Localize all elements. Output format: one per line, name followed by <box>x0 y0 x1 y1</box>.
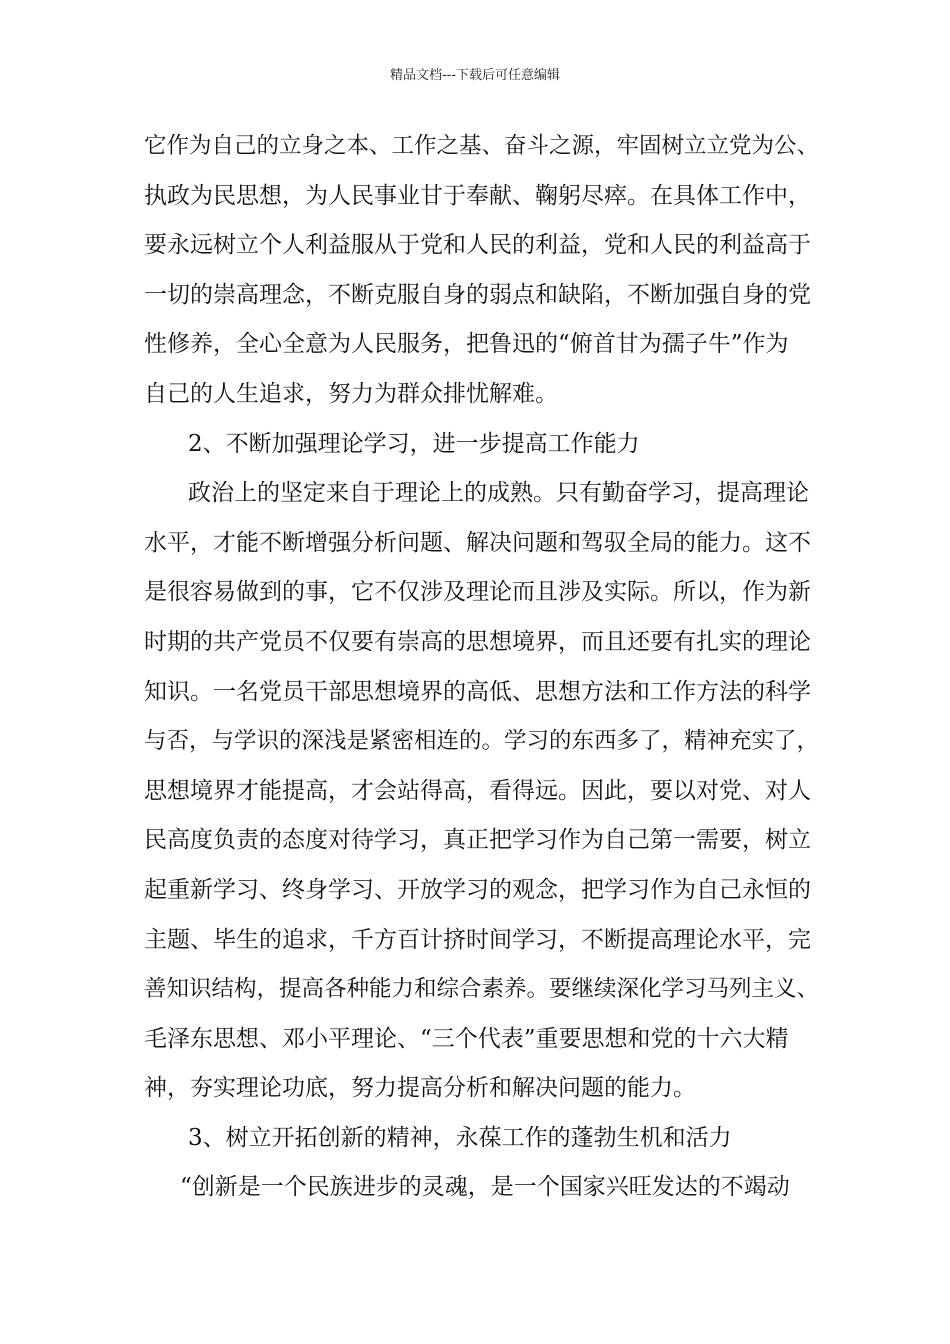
text-line: 毛泽东思想、邓小平理论、“三个代表”重要思想和党的十六大精 <box>144 1025 789 1052</box>
text-line: 它作为自己的立身之本、工作之基、奋斗之源，牢固树立立党为公、 <box>144 133 820 159</box>
page-header: 精品文档---下载后可任意编辑 <box>389 68 561 83</box>
section-heading: 3、树立开拓创新的精神，永葆工作的蓬勃生机和活力 <box>188 1124 732 1151</box>
text-line: 政治上的坚定来自于理论上的成熟。只有勤奋学习，提高理论 <box>188 480 809 507</box>
text-line: 起重新学习、终身学习、开放学习的观念，把学习作为自己永恒的 <box>144 876 811 903</box>
text-line: 是很容易做到的事，它不仅涉及理论而且涉及实际。所以，作为新 <box>144 579 811 606</box>
section-heading: 2、不断加强理论学习，进一步提高工作能力 <box>188 430 640 457</box>
text-line: 自己的人生追求，努力为群众排忧解难。 <box>144 380 558 407</box>
text-line: 神，夯实理论功底，努力提高分析和解决问题的能力。 <box>144 1075 696 1102</box>
text-line: 时期的共产党员不仅要有崇高的思想境界，而且还要有扎实的理论 <box>144 628 811 655</box>
text-line: 善知识结构，提高各种能力和综合素养。要继续深化学习马列主义、 <box>144 976 820 1003</box>
text-line: 主题、毕生的追求，千方百计挤时间学习，不断提高理论水平，完 <box>144 926 811 953</box>
text-line: 与否，与学识的深浅是紧密相连的。学习的东西多了，精神充实了， <box>144 728 820 755</box>
text-line: 要永远树立个人利益服从于党和人民的利益，党和人民的利益高于 <box>144 232 811 259</box>
text-line: 民高度负责的态度对待学习，真正把学习作为自己第一需要，树立 <box>144 827 811 854</box>
text-line: 思想境界才能提高，才会站得高，看得远。因此，要以对党、对人 <box>144 777 811 804</box>
text-line: 执政为民思想，为人民事业甘于奉献、鞠躬尽瘁。在具体工作中， <box>144 182 811 209</box>
text-line: 一切的崇高理念，不断克服自身的弱点和缺陷，不断加强自身的党 <box>144 281 811 308</box>
text-line: 水平，才能不断增强分析问题、解决问题和驾驭全局的能力。这不 <box>144 529 811 556</box>
text-line: 性修养，全心全意为人民服务，把鲁迅的“俯首甘为孺子牛”作为 <box>144 331 789 358</box>
document-body <box>144 122 824 1213</box>
text-line: “创新是一个民族进步的灵魂，是一个国家兴旺发达的不竭动 <box>180 1174 790 1201</box>
text-line: 知识。一名党员干部思想境界的高低、思想方法和工作方法的科学 <box>144 678 811 705</box>
